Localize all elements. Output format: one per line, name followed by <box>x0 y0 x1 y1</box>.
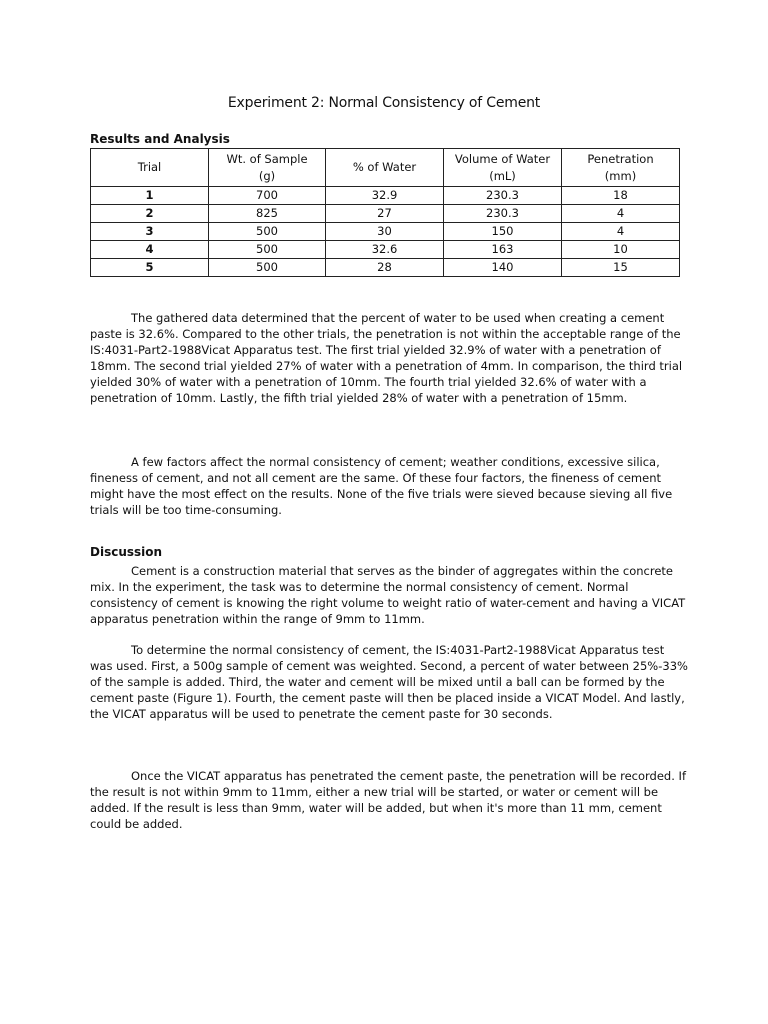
header-penetration-label: Penetration <box>587 151 654 166</box>
water-volume-cell: 230.3 <box>444 187 562 205</box>
analysis-paragraph-2: A few factors affect the normal consistency of cement; weather conditions, excessive silica, fineness of cement, and not all cement are the same. Of these four factors, the fineness of cement might have the most effect on the results. None of the five trials were sieved because sieving all five trials will be too time-consuming. <box>90 455 673 517</box>
analysis-paragraph-1: The gathered data determined that the percent of water to be used when creating a cement paste is 32.6%. Compared to the other trials, the penetration is not within the acceptable range of the IS:4031-Part2-1988Vicat Apparatus test. The first trial yielded 32.9% of water with a penetration of 18mm. The second trial yielded 27% of water with a penetration of 4mm. In comparison, the third trial yielded 30% of water with a penetration of 10mm. The fourth trial yielded 32.6% of water with a penetration of 10mm. Lastly, the fifth trial yielded 28% of water with a penetration of 15mm. <box>90 311 683 405</box>
penetration-cell: 4 <box>562 205 680 223</box>
penetration-cell: 10 <box>562 241 680 259</box>
discussion-paragraph-2: To determine the normal consistency of cement, the IS:4031-Part2-1988Vicat Apparatus test was used. First, a 500g sample of cement was weighted. Second, a percent of water between 25%-33% of the sample is added. Third, the water and cement will be mixed until a ball can be formed by the cement paste (Figure 1). Fourth, the cement paste will then be placed inside a VICAT Model. And lastly, the VICAT apparatus will be used to penetrate the cement paste for 30 seconds. <box>90 643 688 721</box>
results-table <box>90 148 680 277</box>
water-volume-cell: 163 <box>444 241 562 259</box>
water-volume-cell: 230.3 <box>444 205 562 223</box>
discussion-paragraph-3: Once the VICAT apparatus has penetrated the cement paste, the penetration will be recorded. If the result is not within 9mm to 11mm, either a new trial will be started, or water or cement will be added. If the result is less than 9mm, water will be added, but when it's more than 11 mm, cement could be added. <box>90 769 686 831</box>
discussion-paragraph-1: Cement is a construction material that serves as the binder of aggregates within the concrete mix. In the experiment, the task was to determine the normal consistency of cement. Normal consistency of cement is knowing the right volume to weight ratio of water-cement and having a VICAT apparatus penetration within the range of 9mm to 11mm. <box>90 564 686 626</box>
water-percent-cell: 30 <box>326 223 444 241</box>
header-water-volume-unit: (mL) <box>489 168 516 183</box>
table-row <box>91 187 680 205</box>
header-sample-weight <box>209 149 326 187</box>
header-water-percent <box>326 149 444 187</box>
header-water-volume-label: Volume of Water <box>454 151 551 166</box>
sample-weight-cell: 825 <box>209 205 326 223</box>
trial-cell: 1 <box>91 187 209 205</box>
penetration-cell: 15 <box>562 259 680 277</box>
results-heading: Results and Analysis <box>90 132 230 146</box>
sample-weight-cell: 700 <box>209 187 326 205</box>
water-volume-cell: 140 <box>444 259 562 277</box>
table-row <box>91 241 680 259</box>
trial-cell: 2 <box>91 205 209 223</box>
trial-cell: 4 <box>91 241 209 259</box>
water-percent-cell: 28 <box>326 259 444 277</box>
header-water-volume <box>444 149 562 187</box>
header-sample-weight-label: Wt. of Sample <box>226 151 308 166</box>
water-percent-cell: 32.6 <box>326 241 444 259</box>
sample-weight-cell: 500 <box>209 241 326 259</box>
table-row <box>91 259 680 277</box>
header-water-percent-label: % of Water <box>352 160 417 174</box>
header-trial-label: Trial <box>137 160 162 174</box>
discussion-heading: Discussion <box>90 545 163 559</box>
trial-cell: 5 <box>91 259 209 277</box>
water-volume-cell: 150 <box>444 223 562 241</box>
table-row <box>91 205 680 223</box>
header-trial <box>91 149 209 187</box>
water-percent-cell: 32.9 <box>326 187 444 205</box>
header-sample-weight-unit: (g) <box>258 168 276 183</box>
header-penetration-unit: (mm) <box>604 168 637 183</box>
table-header-row <box>91 149 680 187</box>
penetration-cell: 18 <box>562 187 680 205</box>
trial-cell: 3 <box>91 223 209 241</box>
water-percent-cell: 27 <box>326 205 444 223</box>
header-penetration <box>562 149 680 187</box>
table-row <box>91 223 680 241</box>
sample-weight-cell: 500 <box>209 223 326 241</box>
sample-weight-cell: 500 <box>209 259 326 277</box>
page-title: Experiment 2: Normal Consistency of Cement <box>227 95 541 111</box>
penetration-cell: 4 <box>562 223 680 241</box>
